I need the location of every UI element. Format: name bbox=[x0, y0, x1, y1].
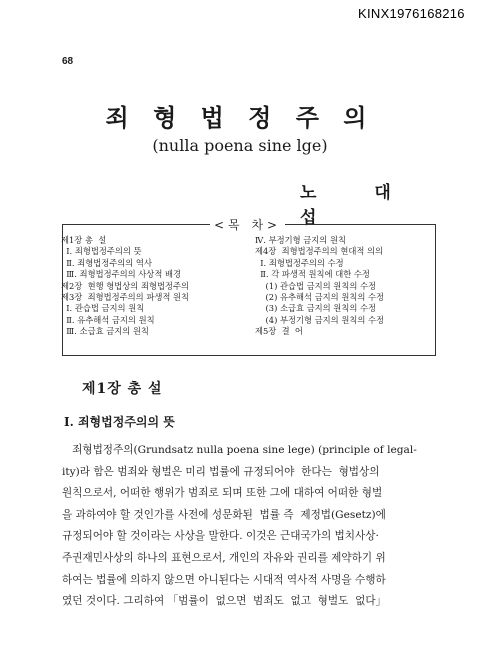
body-line: 하여는 법률에 의하지 않으면 아니된다는 시대적 역사적 사명을 수행하 bbox=[62, 573, 386, 586]
toc-entry: Ⅲ. 죄형법정주의의 사상적 배경 bbox=[61, 269, 182, 280]
body-line: 규정되어야 할 것이라는 사상을 말한다. 이것은 근대국가의 법치사상· bbox=[62, 530, 379, 543]
toc-entry: Ⅰ. 죄형법정주의의 수정 bbox=[255, 257, 344, 268]
toc-entry: (3) 소급효 금지의 원칙의 수정 bbox=[255, 303, 377, 314]
toc-entry: Ⅱ. 유추해석 금지의 원칙 bbox=[61, 314, 155, 325]
toc-entry: 제5장 결 어 bbox=[255, 326, 303, 337]
toc-entry: 제4장 죄형법정주의의 현대적 의의 bbox=[255, 246, 384, 257]
body-line: 을 과하여야 할 것인가를 사전에 성문화된 법률 즉 제정법(Gesetz)에 bbox=[62, 508, 386, 521]
toc-entry: (4) 부정기형 금지의 원칙의 수정 bbox=[255, 314, 385, 325]
table-of-contents bbox=[62, 224, 436, 356]
toc-entry: Ⅳ. 부정기형 금지의 원칙 bbox=[255, 235, 346, 245]
chapter-heading: 제1장 총 설 bbox=[82, 381, 163, 397]
toc-entry: 제2장 현행 형법상의 죄형법정주의 bbox=[61, 280, 190, 291]
page-number: 68 bbox=[62, 56, 74, 67]
body-line: 였던 것이다. 그리하여 「범률이 없으면 범죄도 없고 형벌도 없다」 bbox=[62, 595, 387, 608]
toc-right-column bbox=[255, 235, 384, 338]
body-line: 죄형법정주의(Grundsatz nulla poena sine lege) (principle of legal- bbox=[62, 444, 417, 456]
toc-entry: 제3장 죄형법정주의의 파생적 원칙 bbox=[61, 292, 190, 303]
toc-entry: Ⅱ. 각 파생적 원칙에 대한 수정 bbox=[255, 269, 370, 280]
toc-entry: Ⅲ. 소급효 금지의 원칙 bbox=[61, 326, 149, 337]
toc-entry: (2) 유추해석 금지의 원칙의 수정 bbox=[255, 292, 385, 303]
body-line: 주권재민사상의 하나의 표현으로서, 개인의 자유와 권리를 제약하기 위 bbox=[62, 551, 386, 564]
toc-entry: Ⅰ. 관습법 금지의 원칙 bbox=[61, 303, 145, 314]
document-id: KINX1976168216 bbox=[358, 6, 465, 21]
body-line: ity)라 함은 범죄와 형벌은 미리 법률에 규정되어야 한다는 형법상의 bbox=[62, 465, 380, 478]
toc-left-column bbox=[61, 235, 189, 338]
toc-entry: (1) 관습법 금지의 원칙의 수정 bbox=[255, 280, 377, 291]
page-title: 죄 형 법 정 주 의 bbox=[105, 103, 375, 132]
author-name: 노 대 섭 bbox=[300, 183, 417, 228]
body-text bbox=[62, 440, 440, 613]
toc-entry: Ⅱ. 죄형법정주의의 역사 bbox=[61, 257, 152, 268]
section-heading: Ⅰ. 죄형법정주의의 뜻 bbox=[64, 415, 175, 429]
toc-entry: Ⅰ. 죄형법정주의의 뜻 bbox=[61, 246, 142, 257]
page-subtitle: (nulla poena sine lge) bbox=[152, 136, 328, 155]
body-line: 원칙으로서, 어떠한 행위가 범죄로 되며 또한 그에 대하여 어떠한 형벌 bbox=[62, 487, 383, 500]
toc-entry: 제1장 총 설 bbox=[61, 235, 107, 245]
toc-heading: <목 차> bbox=[210, 216, 285, 233]
